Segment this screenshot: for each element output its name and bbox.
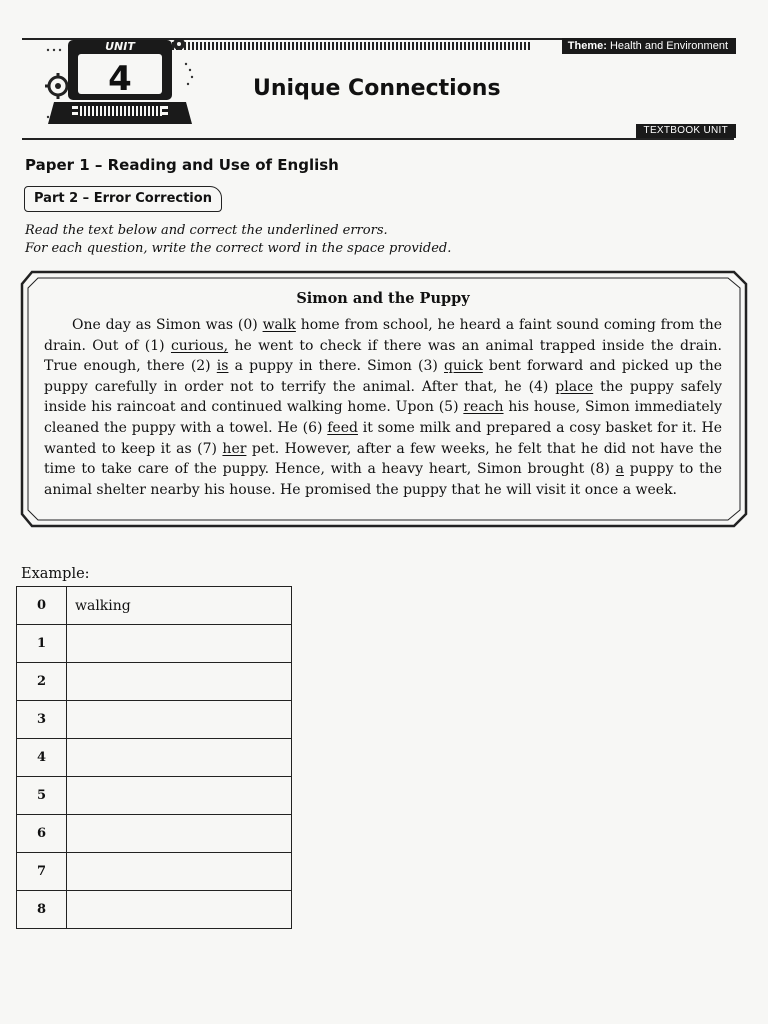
part-label: Part 2 – Error Correction [24, 186, 222, 212]
passage-segment: home from school, he heard a faint sound coming from the drain. Out of [44, 317, 722, 354]
answer-row [17, 625, 292, 663]
answer-row [17, 777, 292, 815]
passage-segment: (2) [190, 358, 217, 375]
underlined-error: is [216, 358, 229, 375]
underlined-error: curious, [170, 337, 229, 354]
answer-cell[interactable] [67, 739, 292, 777]
instruction-line: For each question, write the correct word in the space provided. [25, 241, 452, 256]
answer-cell[interactable] [67, 777, 292, 815]
instruction-line: Read the text below and correct the underlined errors. [25, 223, 388, 238]
example-label: Example: [21, 566, 90, 582]
passage-segment: pet. However, after a few weeks, he felt that he did not have the time to take care of the puppy. Hence, with a heavy heart, Simon brought [44, 440, 722, 478]
unit-number: 4 [108, 59, 132, 99]
underlined-error: a [615, 461, 624, 478]
question-number: 7 [17, 853, 67, 891]
answer-row [17, 891, 292, 929]
gear-icon [45, 73, 71, 99]
question-number: 3 [17, 701, 67, 739]
passage-segment: (6) [302, 419, 328, 436]
question-number: 6 [17, 815, 67, 853]
passage-segment: (1) [144, 337, 171, 354]
passage-segment: bent forward and picked up the puppy carefully in order not to terrify the animal. After that, he [44, 358, 723, 395]
answer-row [17, 701, 292, 739]
question-number: 8 [17, 891, 67, 929]
passage-segment: (5) [438, 399, 464, 416]
laptop-unit-icon [42, 30, 202, 134]
passage-segment: puppy to the animal shelter nearby his house. He promised the puppy that he will visit it once a week. [44, 461, 722, 498]
answer-cell[interactable] [67, 625, 292, 663]
passage-segment: (3) [418, 358, 445, 375]
instructions [25, 222, 451, 258]
passage-segment: the puppy safely inside his raincoat and continued walking home. Upon [44, 378, 722, 416]
small-gear-icon [173, 38, 185, 50]
question-number: 2 [17, 663, 67, 701]
passage-segment: (0) [237, 317, 263, 333]
answer-row [17, 739, 292, 777]
passage-box [20, 270, 748, 528]
passage-segment: his house, Simon immediately cleaned the puppy with a towel. He [44, 399, 722, 436]
passage-title: Simon and the Puppy [296, 290, 470, 307]
unit-title: Unique Connections [253, 76, 501, 101]
underlined-error: her [222, 440, 247, 457]
theme-value: Health and Environment [609, 40, 728, 52]
answer-row [17, 815, 292, 853]
passage-segment: he went to check if there was an animal trapped inside the drain. True enough, there [44, 337, 723, 375]
question-number: 1 [17, 625, 67, 663]
underlined-error: quick [444, 358, 483, 375]
unit-banner [22, 30, 736, 140]
underlined-error: walk [262, 317, 296, 333]
passage [44, 290, 722, 500]
answer-cell[interactable] [67, 663, 292, 701]
passage-segment: (8) [590, 461, 616, 478]
theme-label: Theme: [567, 40, 607, 52]
answer-cell[interactable]: walking [67, 587, 292, 625]
answer-row [17, 853, 292, 891]
question-number: 5 [17, 777, 67, 815]
passage-segment: (7) [197, 440, 223, 457]
answer-cell[interactable] [67, 701, 292, 739]
paper-title: Paper 1 – Reading and Use of English [25, 156, 339, 174]
answer-table [16, 586, 292, 929]
unit-label: UNIT [105, 40, 135, 53]
passage-segment: a puppy in there. Simon [228, 358, 419, 375]
answer-row [17, 587, 292, 625]
answer-cell[interactable] [67, 891, 292, 929]
answer-cell[interactable] [67, 853, 292, 891]
answer-cell[interactable] [67, 815, 292, 853]
underlined-error: place [555, 378, 594, 395]
theme-bar [562, 38, 736, 54]
underlined-error: feed [327, 419, 358, 436]
passage-segment: One day as Simon was [72, 317, 238, 333]
passage-text [44, 315, 722, 500]
banner-stripe [172, 42, 532, 50]
answer-row [17, 663, 292, 701]
question-number: 4 [17, 739, 67, 777]
passage-segment: it some milk and prepared a cosy basket for it. He wanted to keep it as [44, 419, 723, 457]
textbook-unit-label: TEXTBOOK UNIT [636, 124, 736, 138]
question-number: 0 [17, 587, 67, 625]
passage-segment: (4) [528, 378, 556, 395]
underlined-error: reach [463, 399, 504, 416]
